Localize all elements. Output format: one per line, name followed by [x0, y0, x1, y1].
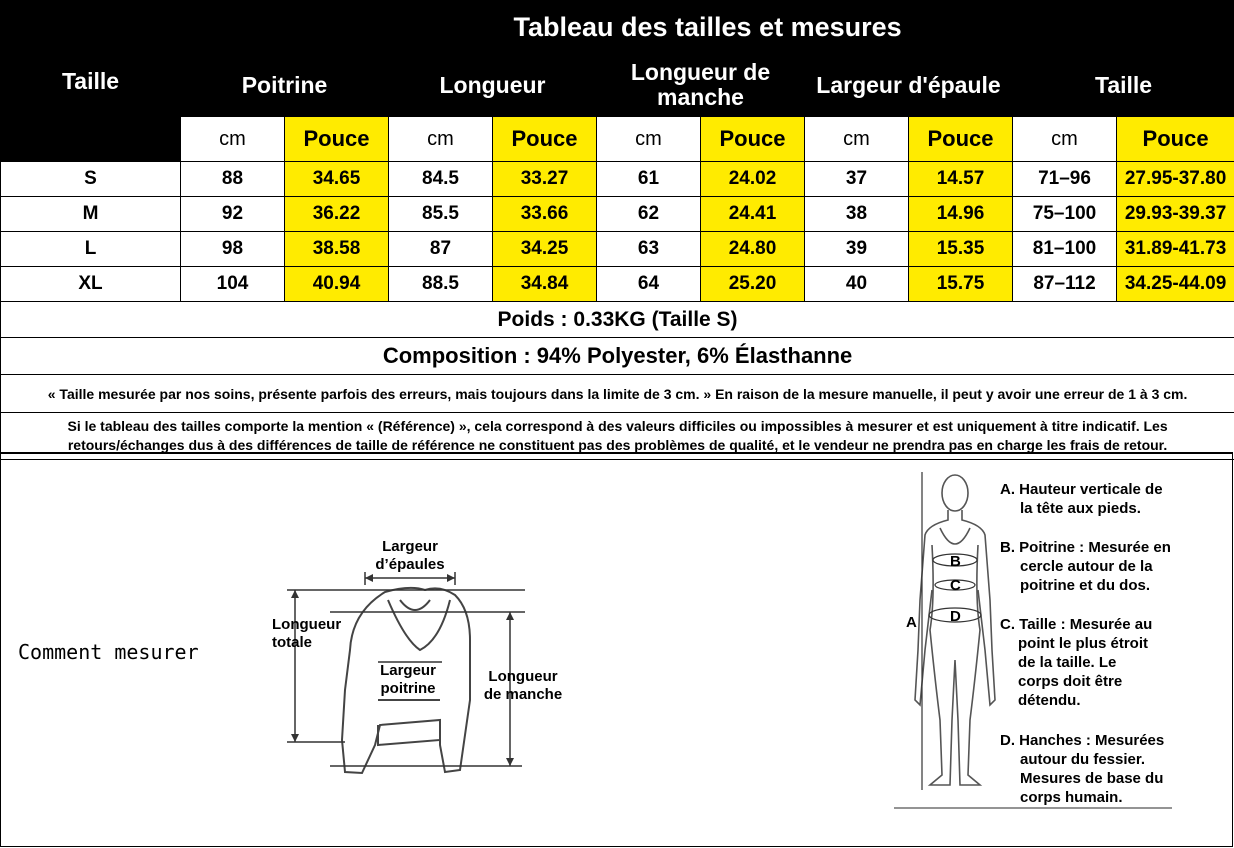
value-cell: 27.95-37.80 [1117, 162, 1234, 197]
header-chest: Poitrine [181, 54, 389, 117]
unit-inch: Pouce [1117, 117, 1234, 162]
unit-cm: cm [597, 117, 701, 162]
value-cell: 15.35 [909, 232, 1013, 267]
value-cell: 15.75 [909, 267, 1013, 302]
unit-inch: Pouce [285, 117, 389, 162]
unit-cm: cm [805, 117, 909, 162]
header-length: Longueur [389, 54, 597, 117]
legend-c-line2: point le plus étroit [1018, 635, 1148, 652]
reference-note-line2: retours/échanges dus à des différences de taille de référence ne constituent pas des problèmes de qualité, et le vendeur ne prendra pas en charge les frais de retour. [67, 437, 1168, 453]
header-waist: Taille [1013, 54, 1234, 117]
label-chest-width [372, 662, 444, 698]
unit-inch: Pouce [493, 117, 597, 162]
legend-a-line2: la tête aux pieds. [1020, 500, 1141, 517]
value-cell: 40 [805, 267, 909, 302]
value-cell: 85.5 [389, 197, 493, 232]
reference-note-line1: Si le tableau des tailles comporte la mention « (Référence) », cela correspond à des valeurs difficiles ou impossibles à mesurer et est uniquement à titre indicatif. Les [67, 418, 1168, 434]
legend-c-line5: détendu. [1018, 692, 1081, 709]
value-cell: 36.22 [285, 197, 389, 232]
label-length-line1: Longueur [272, 616, 342, 633]
legend-a-line1: A. Hauteur verticale de [1000, 481, 1163, 498]
value-cell: 38 [805, 197, 909, 232]
size-column-header: Taille [1, 1, 181, 162]
table-title: Tableau des tailles et mesures [181, 1, 1234, 54]
legend-c-line1: C. Taille : Mesurée au [1000, 616, 1153, 633]
label-shoulder-line2: d’épaules [375, 556, 445, 573]
legend-d-line3: Mesures de base du [1020, 770, 1164, 787]
value-cell: 33.27 [493, 162, 597, 197]
label-chest-line1: Largeur [380, 662, 436, 679]
value-cell: 61 [597, 162, 701, 197]
header-shoulder: Largeur d'épaule [805, 54, 1013, 117]
marker-d: D [950, 608, 961, 625]
legend-b-line3: poitrine et du dos. [1020, 577, 1150, 594]
legend-d-line4: corps humain. [1020, 789, 1123, 806]
value-cell: 25.20 [701, 267, 805, 302]
marker-c: C [950, 577, 961, 594]
value-cell: 33.66 [493, 197, 597, 232]
unit-inch: Pouce [909, 117, 1013, 162]
size-cell: M [1, 197, 181, 232]
value-cell: 34.25-44.09 [1117, 267, 1234, 302]
value-cell: 34.65 [285, 162, 389, 197]
value-cell: 24.02 [701, 162, 805, 197]
marker-b: B [950, 553, 961, 570]
table-row [1, 267, 1234, 302]
value-cell: 38.58 [285, 232, 389, 267]
measurement-note: « Taille mesurée par nos soins, présente parfois des erreurs, mais toujours dans la limite de 3 cm. » En raison de la mesure manuelle, il peut y avoir une erreur de 1 à 3 cm. [1, 375, 1234, 413]
value-cell: 39 [805, 232, 909, 267]
table-row [1, 197, 1234, 232]
size-cell: S [1, 162, 181, 197]
header-sleeve [597, 54, 805, 117]
marker-a: A [906, 614, 917, 631]
value-cell: 98 [181, 232, 285, 267]
header-sleeve-label: Longueur de manche [630, 59, 771, 110]
value-cell: 31.89-41.73 [1117, 232, 1234, 267]
value-cell: 81–100 [1013, 232, 1117, 267]
legend-b-line2: cercle autour de la [1020, 558, 1153, 575]
legend-b-line1: B. Poitrine : Mesurée en [1000, 539, 1171, 556]
unit-cm: cm [181, 117, 285, 162]
value-cell: 29.93-39.37 [1117, 197, 1234, 232]
value-cell: 34.84 [493, 267, 597, 302]
size-cell: XL [1, 267, 181, 302]
value-cell: 63 [597, 232, 701, 267]
legend-c [1000, 615, 1152, 710]
unit-inch: Pouce [701, 117, 805, 162]
value-cell: 88.5 [389, 267, 493, 302]
value-cell: 84.5 [389, 162, 493, 197]
value-cell: 34.25 [493, 232, 597, 267]
value-cell: 62 [597, 197, 701, 232]
label-length-line2: totale [272, 634, 313, 651]
table-row [1, 162, 1234, 197]
legend-c-line4: corps doit être [1018, 673, 1123, 690]
legend-d-line2: autour du fessier. [1020, 751, 1146, 768]
legend-b [1000, 538, 1171, 595]
value-cell: 75–100 [1013, 197, 1117, 232]
value-cell: 24.41 [701, 197, 805, 232]
label-chest-line2: poitrine [380, 680, 436, 697]
value-cell: 88 [181, 162, 285, 197]
weight-info: Poids : 0.33KG (Taille S) [1, 302, 1234, 338]
value-cell: 37 [805, 162, 909, 197]
value-cell: 14.57 [909, 162, 1013, 197]
value-cell: 14.96 [909, 197, 1013, 232]
label-sleeve-line1: Longueur [488, 668, 558, 685]
value-cell: 40.94 [285, 267, 389, 302]
table-row [1, 232, 1234, 267]
value-cell: 104 [181, 267, 285, 302]
legend-c-line3: de la taille. Le [1018, 654, 1117, 671]
size-cell: L [1, 232, 181, 267]
legend-a [1000, 480, 1163, 518]
how-to-measure-title: Comment mesurer [18, 640, 199, 664]
label-total-length [272, 616, 354, 652]
value-cell: 92 [181, 197, 285, 232]
label-sleeve-length [476, 668, 570, 704]
value-cell: 64 [597, 267, 701, 302]
legend-d-line1: D. Hanches : Mesurées [1000, 732, 1165, 749]
legend-d [1000, 731, 1164, 807]
value-cell: 24.80 [701, 232, 805, 267]
unit-cm: cm [1013, 117, 1117, 162]
value-cell: 87–112 [1013, 267, 1117, 302]
value-cell: 87 [389, 232, 493, 267]
label-shoulder-width [360, 538, 460, 574]
unit-cm: cm [389, 117, 493, 162]
composition-info: Composition : 94% Polyester, 6% Élasthanne [1, 338, 1234, 375]
value-cell: 71–96 [1013, 162, 1117, 197]
label-sleeve-line2: de manche [483, 686, 563, 703]
label-shoulder-line1: Largeur [382, 538, 438, 555]
